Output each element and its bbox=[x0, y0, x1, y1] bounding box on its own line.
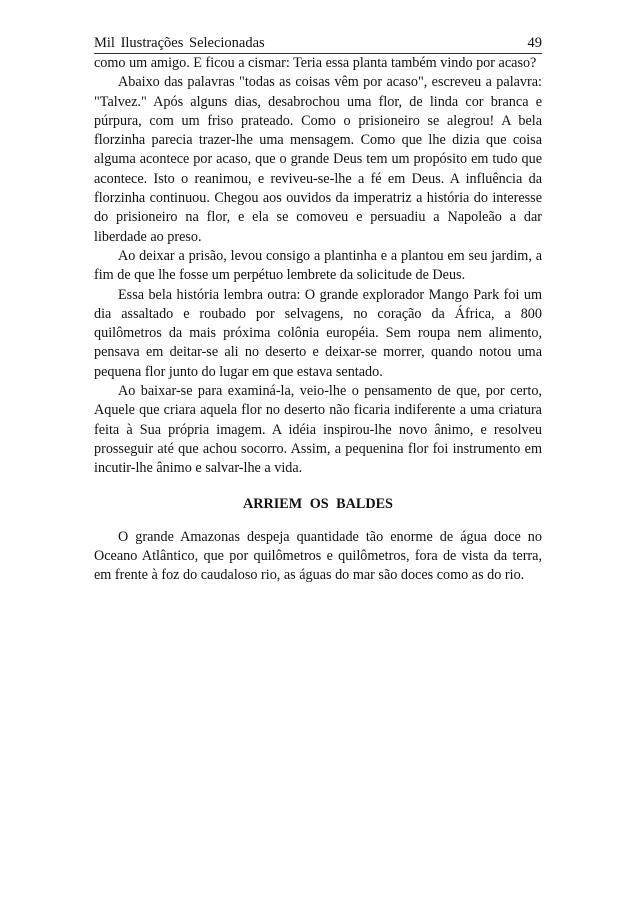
story-flower-text bbox=[94, 54, 542, 479]
paragraph: O grande Amazonas despeja quantidade tão enorme de água doce no Oceano Atlântico, que por quilômetros e quilômetros, fora de vista da terra, em frente à foz do caudaloso rio, as águas do mar são doces como as do rio. bbox=[94, 528, 542, 584]
book-title: Mil Ilustrações Selecionadas bbox=[94, 35, 265, 51]
page-number: 49 bbox=[527, 35, 542, 51]
paragraph: Essa bela história lembra outra: O grande explorador Mango Park foi um dia assaltado e roubado por selvagens, no coração da África, a 800 quilômetros da mais próxima colônia européia. Sem roupa nem alimento, pensava em deitar-se ali no deserto e deixar-se morrer, quando notou uma pequena flor junto do lugar em que estava sentado. bbox=[94, 286, 542, 380]
story-amazon-text bbox=[94, 528, 542, 586]
running-header bbox=[94, 34, 542, 54]
section-title: ARRIEM OS BALDES bbox=[243, 495, 393, 512]
document-page bbox=[94, 34, 542, 585]
paragraph: Ao deixar a prisão, levou consigo a plantinha e a plantou em seu jardim, a fim de que lhe fosse um perpétuo lembrete da solicitude de Deus. bbox=[94, 247, 542, 284]
paragraph-continuation: como um amigo. E ficou a cismar: Teria essa planta também vindo por acaso? bbox=[94, 55, 537, 71]
paragraph: Abaixo das palavras "todas as coisas vêm por acaso", escreveu a palavra: "Talvez." Após alguns dias, desabrochou uma flor, de linda cor branca e púrpura, com um friso prateado. Como o prisioneiro se alegrou! A bela florzinha parecia trazer-lhe uma mensagem. Como que lhe dizia que coisa alguma acontece por acaso, que o grande Deus tem um propósito em tudo que acontece. Isto o reanimou, e reviveu-se-lhe a fé em Deus. A influência da florzinha continuou. Chegou aos ouvidos da imperatriz a história do interesse do prisioneiro na flor, e ela se comoveu e persuadiu a Napoleão a dar liberdade ao preso. bbox=[94, 74, 542, 245]
paragraph: Ao baixar-se para examiná-la, veio-lhe o pensamento de que, por certo, Aquele que criara aquela flor no deserto não ficaria indiferente a uma criatura feita à Sua própria imagem. A idéia inspirou-lhe novo ânimo, e resolveu prosseguir até que achou socorro. Assim, a pequenina flor foi instrumento em incutir-lhe ânimo e salvar-lhe a vida. bbox=[94, 383, 542, 477]
